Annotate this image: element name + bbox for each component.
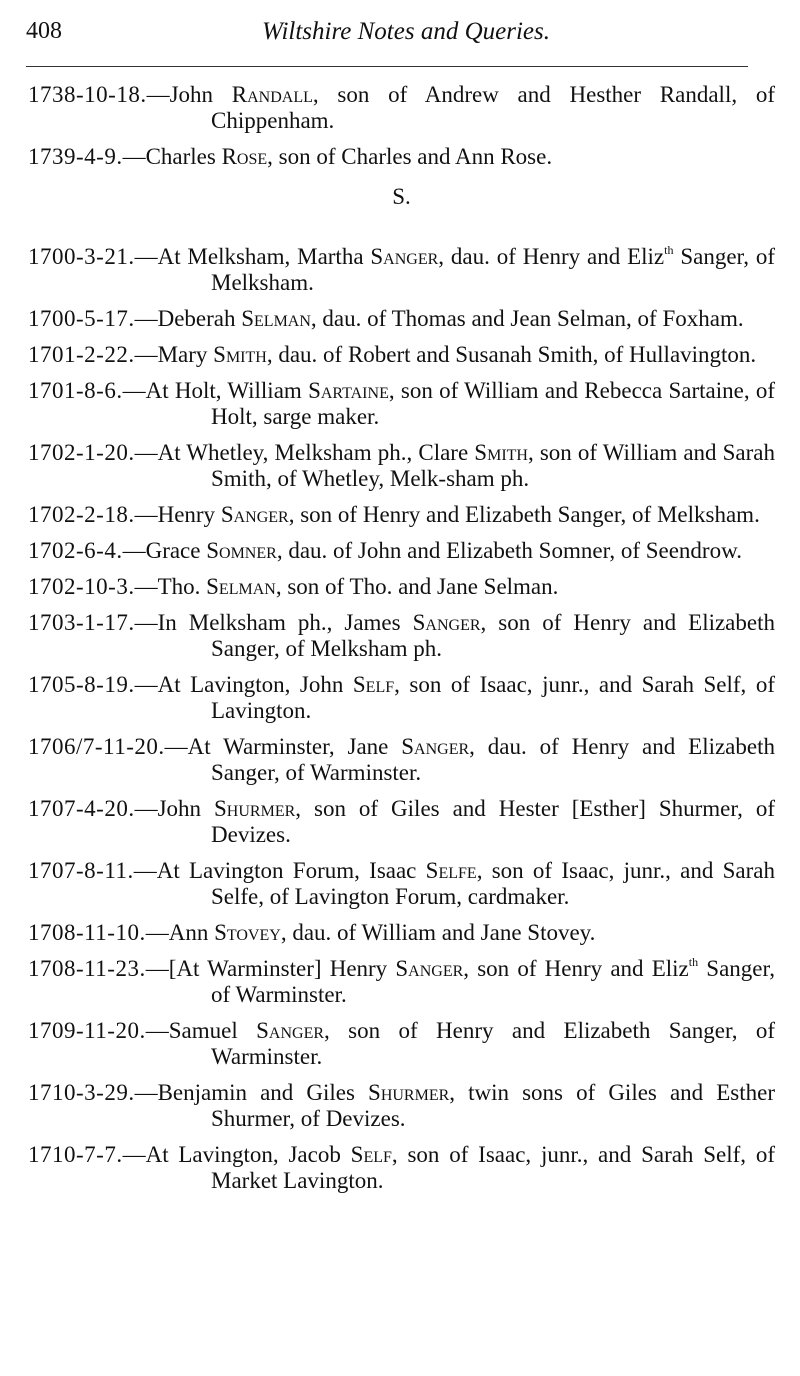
surname: Sanger <box>412 610 481 635</box>
entry-text: —At Lavington, John <box>134 672 353 697</box>
page-body <box>28 82 775 1204</box>
entry-text: —Benjamin and Giles <box>134 1080 369 1105</box>
baptism-entry <box>28 378 775 430</box>
entry-text: —At Melksham, Martha <box>134 244 371 269</box>
superscript: th <box>664 243 674 257</box>
entry-text: —At Whetley, Melksham ph., Clare <box>134 440 475 465</box>
entry-date: 1710-3-29. <box>28 1080 135 1105</box>
surname: Sartaine <box>308 378 389 403</box>
entry-text: —At Warminster, Jane <box>164 734 402 759</box>
surname: Self <box>350 1142 392 1167</box>
entry-text: , dau. of Thomas and Jean Selman, of Foxham. <box>310 306 744 331</box>
baptism-entry <box>28 538 775 564</box>
entry-text: , son of Andrew and Hesther Randall, of Chippenham. <box>211 82 775 133</box>
surname: Shurmer <box>368 1080 450 1105</box>
entry-text: —Ann <box>145 920 215 945</box>
surname: Shurmer <box>214 796 296 821</box>
surname: Sanger <box>256 1018 325 1043</box>
entry-text: , son of Charles and Ann Rose. <box>267 144 553 169</box>
entry-text: —Mary <box>134 342 214 367</box>
entry-text: —Samuel <box>145 1018 257 1043</box>
surname: Selfe <box>425 858 477 883</box>
surname: Sanger <box>370 244 439 269</box>
entry-text: , son of Giles and Hester [Esther] Shurmer, of Devizes. <box>211 796 776 847</box>
entry-date: 1709-11-20. <box>28 1018 146 1043</box>
entry-text: , dau. of John and Elizabeth Somner, of Seendrow. <box>276 538 742 563</box>
entry-date: 1738-10-18. <box>28 82 147 107</box>
baptism-entry <box>28 440 775 492</box>
header-rule <box>26 66 748 67</box>
entry-text: , son of Henry and Elizabeth Sanger, of Melksham ph. <box>211 610 775 661</box>
surname: Stovey <box>214 920 281 945</box>
entry-date: 1700-3-21. <box>28 244 135 269</box>
entry-date: 1703-1-17. <box>28 610 135 635</box>
entry-text: —Grace <box>122 538 207 563</box>
entry-date: 1702-2-18. <box>28 502 135 527</box>
entry-date: 1707-8-11. <box>28 858 134 883</box>
entry-date: 1739-4-9. <box>28 144 123 169</box>
entry-text: —Tho. <box>134 574 207 599</box>
entry-date: 1701-8-6. <box>28 378 123 403</box>
running-header <box>26 14 774 54</box>
entry-text: , dau. of William and Jane Stovey. <box>280 920 596 945</box>
entry-text: —In Melksham ph., James <box>134 610 413 635</box>
baptism-entry <box>28 920 775 946</box>
entry-text: , son of Henry and Elizabeth Sanger, of Melksham. <box>288 502 760 527</box>
baptism-entry <box>28 796 775 848</box>
entry-text: , dau. of Robert and Susanah Smith, of Hullavington. <box>266 342 757 367</box>
baptism-entry <box>28 574 775 600</box>
running-title: Wiltshire Notes and Queries. <box>262 18 550 45</box>
entry-text: , dau. of Henry and Elizabeth Sanger, of Warminster. <box>211 734 775 785</box>
entry-text: —John <box>134 796 215 821</box>
baptism-entry <box>28 672 775 724</box>
surname: Selman <box>241 306 311 331</box>
surname: Rose <box>221 144 268 169</box>
baptism-entry <box>28 956 775 1008</box>
section-heading: S. <box>392 184 411 209</box>
entry-text: —At Holt, William <box>122 378 309 403</box>
entry-text: , son of Tho. and Jane Selman. <box>275 574 559 599</box>
surname: Sanger <box>401 734 470 759</box>
entry-date: 1707-4-20. <box>28 796 135 821</box>
baptism-entry <box>28 1142 775 1194</box>
entry-text: , son of Isaac, junr., and Sarah Selfe, of Lavington Forum, cardmaker. <box>211 858 776 909</box>
baptism-entry <box>28 502 775 528</box>
entry-text: —[At Warminster] Henry <box>145 956 396 981</box>
entry-text: , son of William and Rebecca Sartaine, of Holt, sarge maker. <box>211 378 776 429</box>
baptism-entry <box>28 734 775 786</box>
baptism-entry <box>28 858 775 910</box>
entry-text: —Henry <box>134 502 221 527</box>
entry-text: , dau. of Henry and Eliz <box>438 244 665 269</box>
surname: Somner <box>206 538 277 563</box>
surname: Randall <box>231 82 313 107</box>
page-number: 408 <box>26 18 62 44</box>
baptism-entry <box>28 144 775 170</box>
surname: Smith <box>474 440 528 465</box>
baptism-entry <box>28 1018 775 1070</box>
entries-r-section <box>28 82 775 170</box>
baptism-entry <box>28 244 775 296</box>
entry-date: 1702-10-3. <box>28 574 135 599</box>
entry-date: 1702-1-20. <box>28 440 135 465</box>
surname: Sanger <box>395 956 464 981</box>
entry-text: —At Lavington, Jacob <box>122 1142 351 1167</box>
entry-text: —Charles <box>122 144 222 169</box>
surname: Self <box>352 672 395 697</box>
entry-text: , son of William and Sarah Smith, of Whetley, Melk-sham ph. <box>211 440 776 491</box>
entry-date: 1710-7-7. <box>28 1142 123 1167</box>
entry-text: , son of Isaac, junr., and Sarah Self, of Market Lavington. <box>211 1142 775 1193</box>
surname: Selman <box>206 574 276 599</box>
entry-date: 1708-11-23. <box>28 956 146 981</box>
baptism-entry <box>28 82 775 134</box>
surname: Sanger <box>220 502 289 527</box>
entry-text: —At Lavington Forum, Isaac <box>133 858 426 883</box>
entry-text: Sanger, of Warminster. <box>211 956 776 1007</box>
entry-date: 1700-5-17. <box>28 306 135 331</box>
entry-date: 1706/7-11-20. <box>28 734 165 759</box>
entry-date: 1701-2-22. <box>28 342 135 367</box>
entry-text: —John <box>146 82 232 107</box>
entry-text: , son of Henry and Elizabeth Sanger, of Warminster. <box>211 1018 775 1069</box>
entry-text: , son of Henry and Eliz <box>463 956 689 981</box>
entries-s-section <box>28 244 775 1194</box>
entry-text: , twin sons of Giles and Esther Shurmer, of Devizes. <box>211 1080 776 1131</box>
entry-text: , son of Isaac, junr., and Sarah Self, of Lavington. <box>211 672 775 723</box>
superscript: th <box>688 955 699 969</box>
baptism-entry <box>28 610 775 662</box>
surname: Smith <box>213 342 267 367</box>
entry-date: 1705-8-19. <box>28 672 135 697</box>
entry-date: 1708-11-10. <box>28 920 146 945</box>
entry-text: —Deberah <box>134 306 242 331</box>
baptism-entry <box>28 306 775 332</box>
baptism-entry <box>28 1080 775 1132</box>
baptism-entry <box>28 342 775 368</box>
entry-text: Sanger, of Melksham. <box>211 244 776 295</box>
entry-date: 1702-6-4. <box>28 538 123 563</box>
